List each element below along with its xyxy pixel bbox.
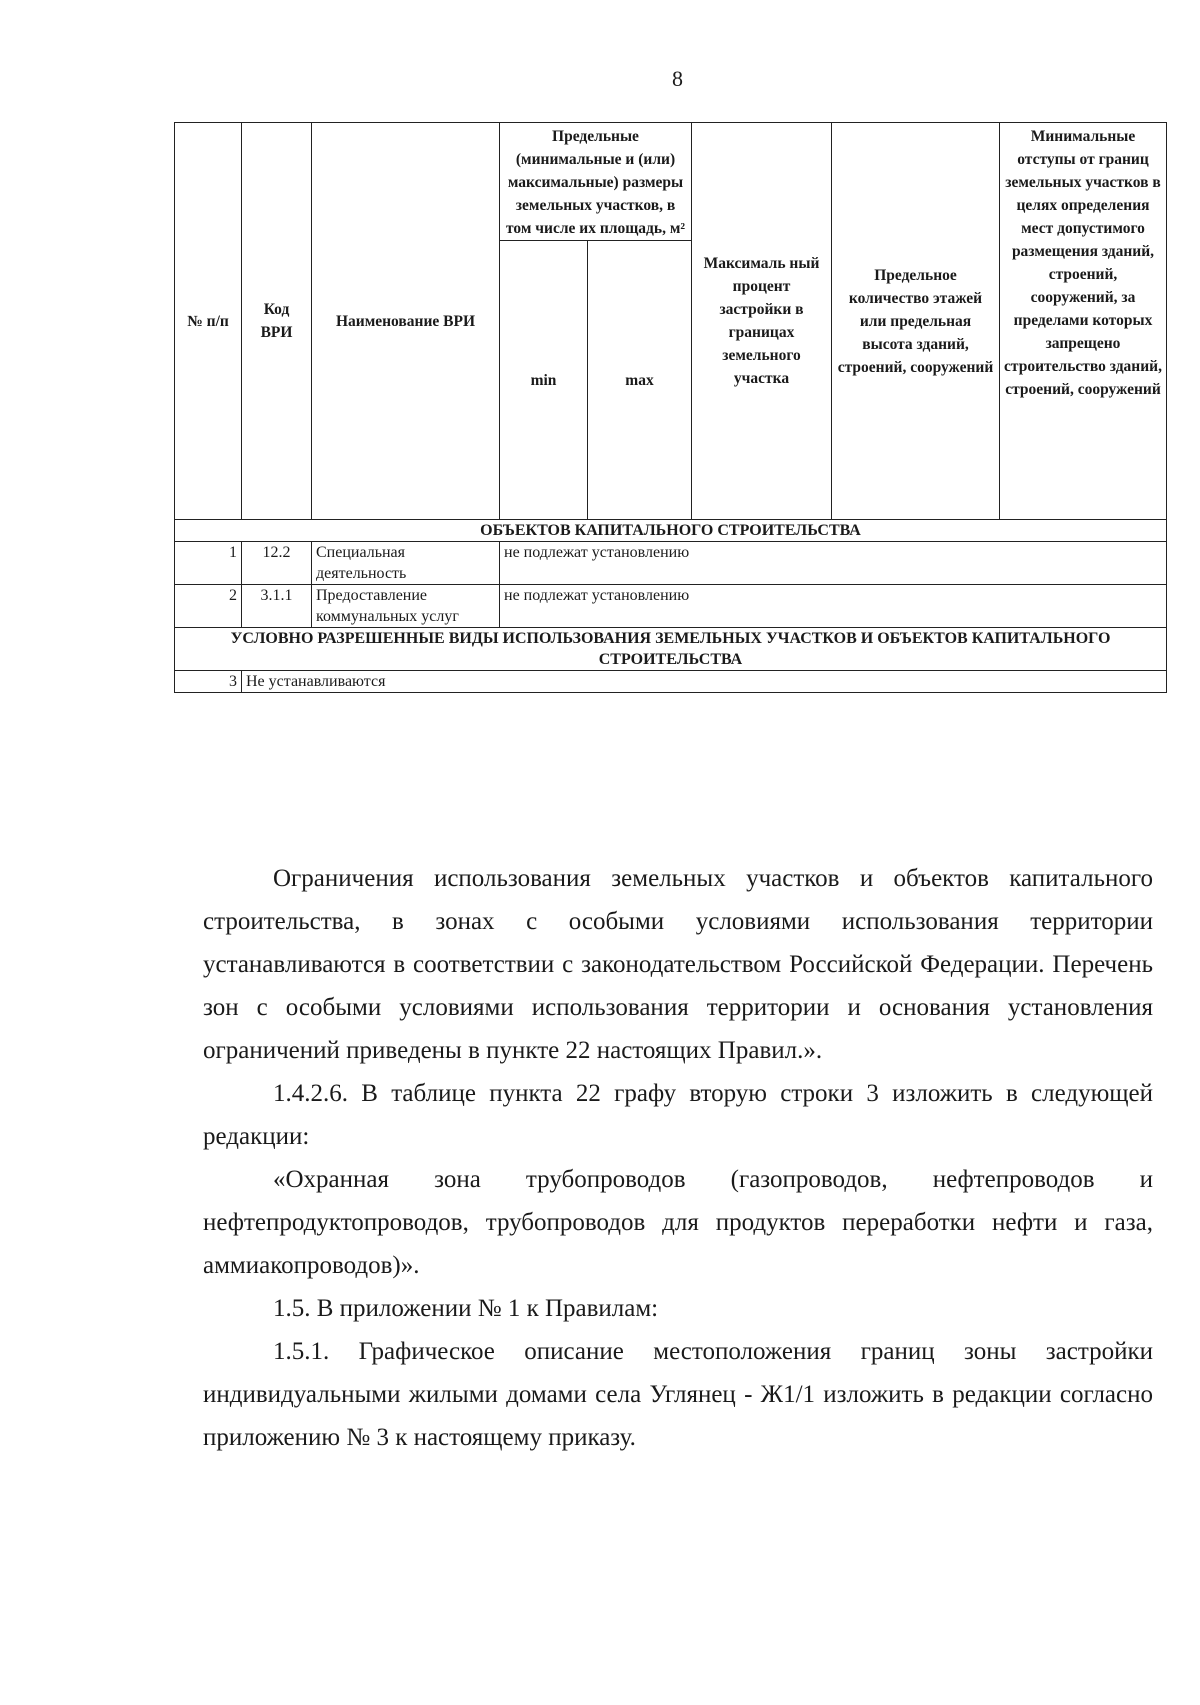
paragraph-1-5-1: 1.5.1. Графическое описание местоположения границ зоны застройки индивидуальными жилыми домами села Углянец - Ж1/1 изложить в редакции согласно приложению № 3 к настоящему приказу. — [203, 1338, 1153, 1451]
header-max-percent: Максималь ный процент застройки в границах земельного участка — [692, 123, 832, 520]
row-code: 3.1.1 — [242, 585, 312, 628]
section-row-main — [175, 520, 1167, 542]
row-name: Специальная деятельность — [312, 542, 500, 585]
row-name: Предоставление коммунальных услуг — [312, 585, 500, 628]
row-code: 12.2 — [242, 542, 312, 585]
row-num: 1 — [175, 542, 242, 585]
paragraph-restrictions: Ограничения использования земельных участков и объектов капитального строительства, в зонах с особыми условиями использования территории устанавливаются в соответствии с законодательством Российской Федерации. Перечень зон с особыми условиями использования территории и основания установления ограничений приведены в пункте 22 настоящих Правил.». — [203, 865, 1153, 1064]
header-min: min — [500, 241, 588, 520]
section-main-title: ОБЪЕКТОВ КАПИТАЛЬНОГО СТРОИТЕЛЬСТВА — [175, 520, 1167, 542]
page-number: 8 — [672, 66, 683, 91]
header-code: Код ВРИ — [242, 123, 312, 520]
table-row — [175, 671, 1167, 693]
header-floors: Предельное количество этажей или предельная высота зданий, строений, сооружений — [832, 123, 1000, 520]
section-conditional-title: УСЛОВНО РАЗРЕШЕННЫЕ ВИДЫ ИСПОЛЬЗОВАНИЯ ЗЕМЕЛЬНЫХ УЧАСТКОВ И ОБЪЕКТОВ КАПИТАЛЬНОГО СТРОИТЕЛЬСТВА — [175, 628, 1167, 671]
table-row — [175, 585, 1167, 628]
header-name: Наименование ВРИ — [312, 123, 500, 520]
row-value: Не устанавливаются — [242, 671, 1167, 693]
header-num: № п/п — [175, 123, 242, 520]
row-value: не подлежат установлению — [500, 585, 1167, 628]
paragraph-1-5: 1.5. В приложении № 1 к Правилам: — [273, 1295, 659, 1322]
section-row-conditional — [175, 628, 1167, 671]
row-num: 2 — [175, 585, 242, 628]
land-use-table — [174, 122, 1167, 693]
paragraph-1-4-2-6: 1.4.2.6. В таблице пункта 22 графу вторую строки 3 изложить в следующей редакции: — [203, 1080, 1153, 1150]
row-value: не подлежат установлению — [500, 542, 1167, 585]
header-plot-sizes: Предельные (минимальные и (или) максимальные) размеры земельных участков, в том числе их площадь, м² — [500, 123, 692, 241]
body-text — [203, 857, 1153, 1459]
paragraph-quote-pipelines: «Охранная зона трубопроводов (газопроводов, нефтепроводов и нефтепродуктопроводов, трубопроводов для продуктов переработки нефти и газа, аммиакопроводов)». — [203, 1166, 1153, 1279]
header-max: max — [588, 241, 692, 520]
table-row — [175, 542, 1167, 585]
table-header-row — [175, 123, 1167, 241]
row-num: 3 — [175, 671, 242, 693]
header-setbacks: Минимальные отступы от границ земельных участков в целях определения мест допустимого размещения зданий, строений, сооружений, за пределами которых запрещено строительство зданий, строений, сооружений — [1000, 123, 1167, 520]
